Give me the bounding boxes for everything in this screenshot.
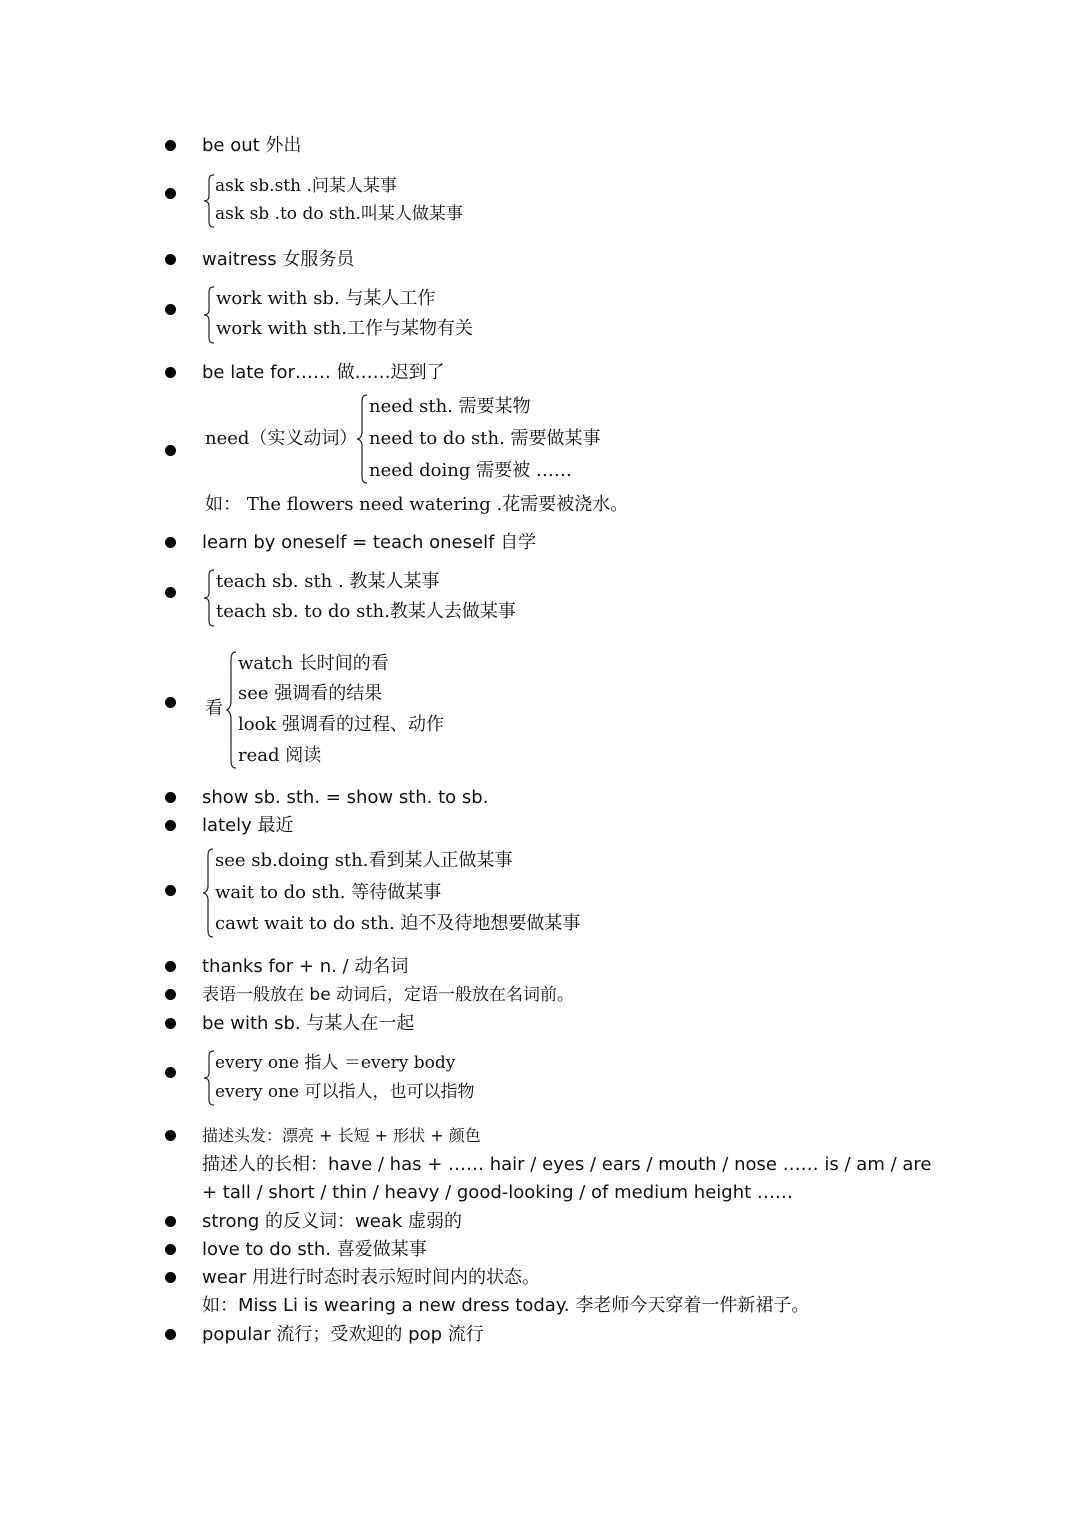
bullet [165, 961, 176, 972]
item-be-with: be with sb. 与某人在一起 [202, 1013, 415, 1034]
item-need-line-1: need sth. 需要某物 [369, 396, 531, 417]
item-see-line-1: see sb.doing sth.看到某人正做某事 [215, 850, 513, 871]
item-ask-line-1: ask sb.sth .问某人某事 [215, 176, 397, 196]
bullet [165, 1130, 176, 1141]
curly-brace [356, 394, 368, 484]
item-every-one-line-1: every one 指人 ＝every body [215, 1053, 456, 1073]
bullet [165, 188, 176, 199]
item-describe-hair: 描述头发：漂亮 + 长短 + 形状 + 颜色 [202, 1126, 481, 1145]
item-work-with-line-2: work with sth.工作与某物有关 [216, 318, 473, 339]
bullet [165, 792, 176, 803]
item-need-example: 如： The flowers need watering .花需要被浇水。 [205, 494, 629, 515]
item-love-to-do: love to do sth. 喜爱做某事 [202, 1239, 427, 1260]
bullet [165, 445, 176, 456]
item-waitress: waitress 女服务员 [202, 249, 355, 270]
curly-brace [225, 651, 237, 769]
curly-brace [203, 174, 215, 228]
item-ask-line-2: ask sb .to do sth.叫某人做某事 [215, 204, 463, 224]
item-work-with-line-1: work with sb. 与某人工作 [216, 288, 436, 309]
item-look-line-3: look 强调看的过程、动作 [238, 714, 445, 735]
curly-brace [203, 286, 215, 344]
item-look-label: 看 [205, 698, 223, 719]
bullet [165, 820, 176, 831]
item-lately: lately 最近 [202, 815, 294, 836]
bullet [165, 1272, 176, 1283]
item-learn-by-oneself: learn by oneself = teach oneself 自学 [202, 532, 537, 553]
bullet [165, 1244, 176, 1255]
item-describe-looks: 描述人的长相：have / has + …… hair / eyes / ears / mouth / nose …… is / am / are [202, 1154, 932, 1175]
curly-brace [202, 848, 214, 938]
item-strong: strong 的反义词：weak 虚弱的 [202, 1211, 462, 1232]
bullet [165, 1018, 176, 1029]
bullet [165, 697, 176, 708]
item-teach-line-1: teach sb. sth . 教某人某事 [216, 571, 440, 592]
bullet [165, 304, 176, 315]
item-need-label: need（实义动词） [205, 428, 358, 449]
curly-brace [203, 569, 215, 627]
item-see-line-2: wait to do sth. 等待做某事 [215, 882, 442, 903]
item-wear: wear 用进行时态时表示短时间内的状态。 [202, 1267, 540, 1288]
bullet [165, 367, 176, 378]
bullet [165, 587, 176, 598]
bullet [165, 1067, 176, 1078]
item-be-out: be out 外出 [202, 135, 302, 156]
item-every-one-line-2: every one 可以指人，也可以指物 [215, 1082, 475, 1102]
bullet [165, 140, 176, 151]
item-look-line-4: read 阅读 [238, 745, 322, 766]
item-need-line-3: need doing 需要被 …… [369, 460, 572, 481]
item-look-line-1: watch 长时间的看 [238, 653, 389, 674]
item-see-line-3: cawt wait to do sth. 迫不及待地想要做某事 [215, 913, 581, 934]
item-describe-looks-cont: + tall / short / thin / heavy / good-looking / of medium height …… [202, 1182, 793, 1203]
bullet [165, 885, 176, 896]
curly-brace [203, 1050, 215, 1106]
item-look-line-2: see 强调看的结果 [238, 683, 383, 704]
item-predicative: 表语一般放在 be 动词后，定语一般放在名词前。 [202, 985, 575, 1005]
item-wear-example: 如：Miss Li is wearing a new dress today. 李老师今天穿着一件新裙子。 [202, 1295, 810, 1316]
item-need-line-2: need to do sth. 需要做某事 [369, 428, 601, 449]
bullet [165, 1329, 176, 1340]
bullet [165, 254, 176, 265]
item-thanks-for: thanks for + n. / 动名词 [202, 956, 409, 977]
bullet [165, 989, 176, 1000]
item-show: show sb. sth. = show sth. to sb. [202, 787, 489, 808]
bullet [165, 537, 176, 548]
item-teach-line-2: teach sb. to do sth.教某人去做某事 [216, 601, 516, 622]
item-be-late-for: be late for…… 做……迟到了 [202, 362, 445, 383]
item-popular: popular 流行；受欢迎的 pop 流行 [202, 1324, 484, 1345]
bullet [165, 1216, 176, 1227]
